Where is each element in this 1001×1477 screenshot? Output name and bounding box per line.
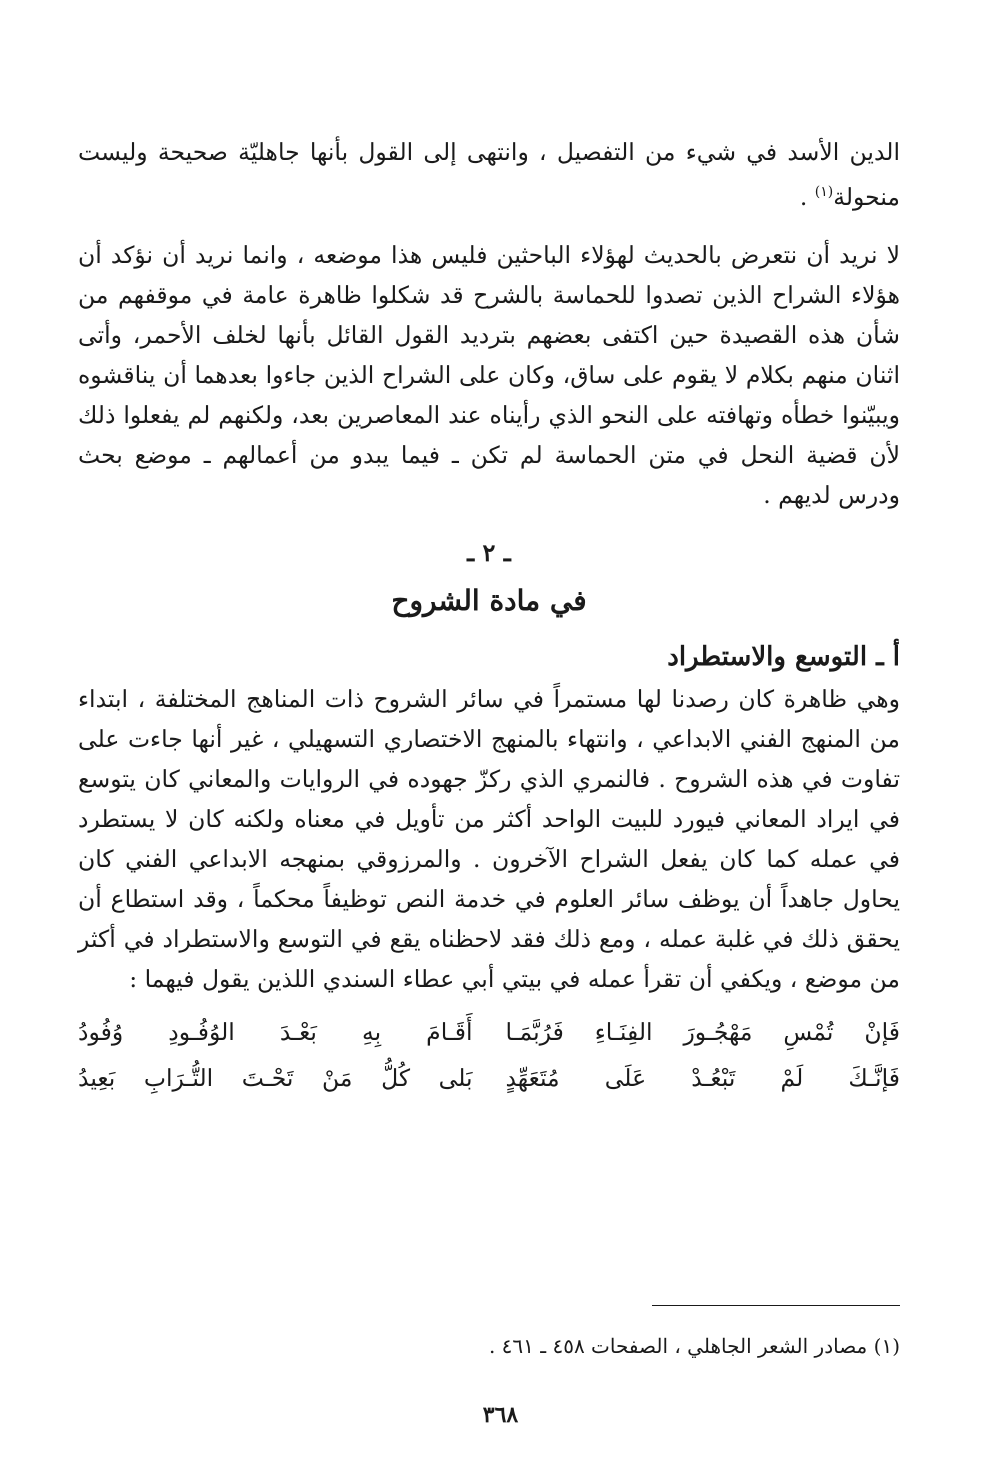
paragraph-main: وهي ظاهرة كان رصدنا لها مستمراً في سائر الشروح ذات المناهج المختلفة ، ابتداء من المنهج الفني الابداعي ، وانتهاء بالمنهج الاختصاري التسهيلي ، غير أنها جاءت على تفاوت في هذه الشروح . فالنمري الذي ركزّ جهوده في الروايات والمعاني كان يتوسع في ايراد المعاني فيورد للبيت الواحد أكثر من تأويل في معناه ولكنه كان لا يستطرد في عمله كما كان يفعل الشراح الآخرون . والمرزوقي بمنهجه الابداعي الفني كان يحاول جاهداً أن يوظف سائر العلوم في خدمة النص توظيفاً محكماً ، وقد استطاع أن يحقق ذلك في غلبة عمله ، ومع ذلك فقد لاحظناه يقع في التوسع والاستطراد في أكثر من موضع ، ويكفي أن تقرأ عمله في بيتي أبي عطاء السندي اللذين يقول فيهما : bbox=[78, 684, 900, 993]
poem-verses bbox=[78, 1009, 900, 1101]
footnote-reference: (١) bbox=[814, 184, 834, 200]
verse-second-hemistich: أَقَـامَ بِهِ بَعْـدَ الوُفُـودِ وُفُودُ bbox=[78, 1017, 473, 1046]
verse-second-hemistich: بَلى كُلُّ مَنْ تَحْـتَ التُّـرَابِ بَعِيدُ bbox=[78, 1063, 473, 1092]
section-number: ـ ٢ ـ bbox=[467, 537, 511, 567]
subheading: أ ـ التوسع والاستطراد bbox=[667, 641, 900, 672]
verse-line bbox=[78, 1009, 900, 1055]
paragraph-intro bbox=[78, 132, 900, 217]
footnote: (١) مصادر الشعر الجاهلي ، الصفحات ٤٥٨ ـ ٤٦١ . bbox=[488, 1334, 900, 1358]
paragraph-intro-text: الدين الأسد في شيء من التفصيل ، وانتهى إلى القول بأنها جاهليّة صحيحة وليست منحولة bbox=[78, 138, 900, 211]
page-body bbox=[78, 132, 900, 1101]
paragraph-commentators: لا نريد أن نتعرض بالحديث لهؤلاء الباحثين فليس هذا موضعه ، وانما نريد أن نؤكد أن هؤلاء الشراح الذين تصدوا للحماسة بالشرح قد شكلوا ظاهرة عامة في موقفهم من شأن هذه القصيدة حين اكتفى بعضهم بترديد القول القائل بأنها لخلف الأحمر، وأتى اثنان منهم بكلام لا يقوم على ساق، وكان على الشراح الذين جاءوا بعدهما أن يناقشوه ويبيّنوا خطأه وتهافته على النحو الذي رأيناه عند المعاصرين بعد، ولكنهم لم يفعلوا ذلك لأن قضية النحل في متن الحماسة لم تكن ـ فيما يبدو من أعمالهم ـ موضع بحث ودرس لديهم . bbox=[78, 240, 900, 509]
verse-line bbox=[78, 1055, 900, 1101]
verse-first-hemistich: فَإنَّـكَ لَمْ تَبْعُـدْ عَلَى مُتَعَهِّدٍ bbox=[505, 1063, 900, 1092]
verse-first-hemistich: فَإنْ تُمْسِ مَهْجُـورَ الفِنَـاءِ فَرُبَّمَـا bbox=[505, 1017, 900, 1046]
paragraph-intro-end: . bbox=[799, 182, 808, 211]
page-number: ٣٦٨ bbox=[482, 1402, 519, 1428]
footnote-divider bbox=[652, 1305, 900, 1306]
section-title: في مادة الشروح bbox=[391, 583, 587, 617]
